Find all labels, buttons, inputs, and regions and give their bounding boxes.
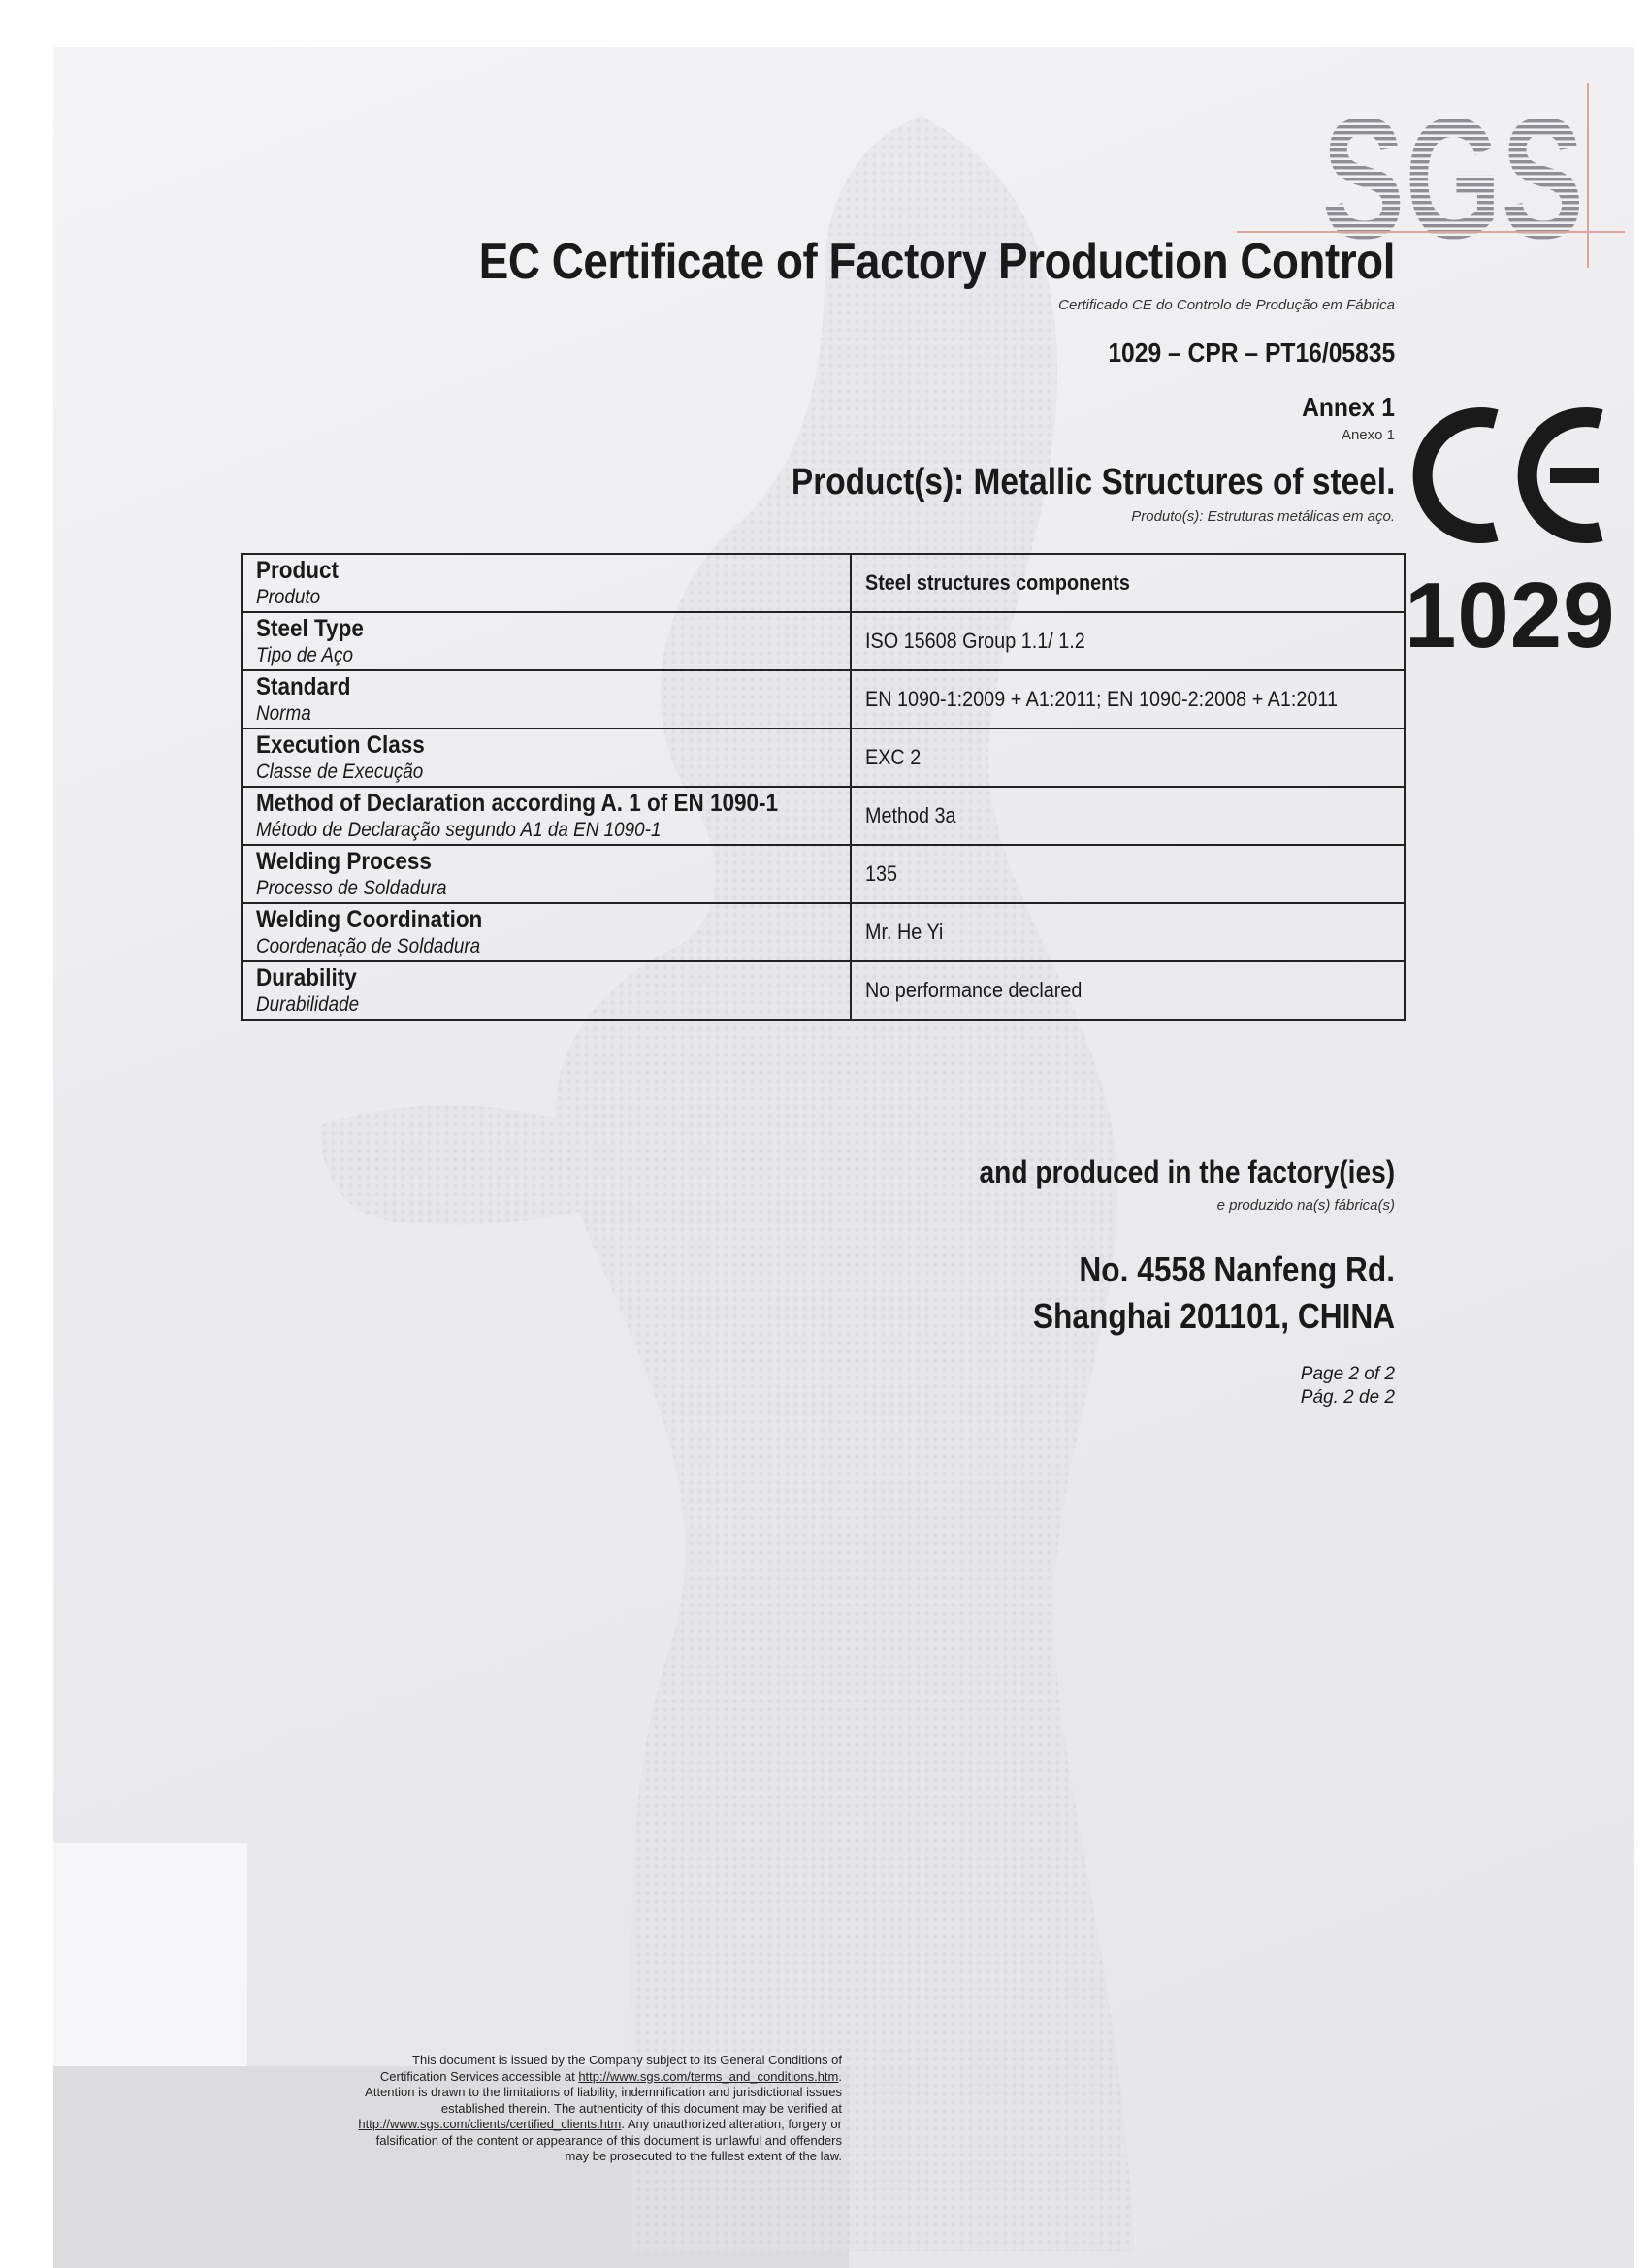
logo-guide-vertical bbox=[1587, 83, 1589, 268]
row-label-pt: Processo de Soldadura bbox=[256, 877, 447, 899]
annex-label: Annex 1 bbox=[1302, 392, 1395, 422]
disclaimer-text-1: This document is issued by the Company subject to its General Conditions of Certification Services accessible at bbox=[379, 2053, 842, 2084]
factory-address-line2: Shanghai 201101, CHINA bbox=[1032, 1296, 1395, 1336]
scan-light-patch bbox=[53, 1843, 247, 2066]
legal-disclaimer bbox=[349, 2053, 842, 2165]
sgs-logo bbox=[1317, 102, 1589, 247]
row-value-cell bbox=[851, 554, 1405, 612]
table-row bbox=[242, 612, 1405, 670]
sgs-logo-text: SGS bbox=[1322, 102, 1584, 247]
row-value: Steel structures components bbox=[864, 570, 1130, 595]
factory-intro-pt: e produzido na(s) fábrica(s) bbox=[1216, 1197, 1395, 1214]
terms-link[interactable]: http://www.sgs.com/terms_and_conditions.htm bbox=[578, 2068, 839, 2084]
disclaimer-text-3: . Any unauthorized alteration, forgery or falsification of the content or appearance of this document is unlawful and offenders may be prosecuted to the fullest extent of the law. bbox=[375, 2117, 842, 2163]
table-row bbox=[242, 729, 1405, 787]
table-row bbox=[242, 670, 1405, 729]
row-value-cell bbox=[851, 612, 1405, 670]
row-label-pt: Produto bbox=[256, 586, 321, 608]
row-label-cell bbox=[242, 903, 851, 961]
row-value: EN 1090-1:2009 + A1:2011; EN 1090-2:2008 + A1:2011 bbox=[864, 687, 1338, 711]
row-value-cell bbox=[851, 787, 1405, 845]
row-label-cell bbox=[242, 845, 851, 903]
row-label-pt: Durabilidade bbox=[256, 993, 360, 1016]
table-row bbox=[242, 845, 1405, 903]
row-label: Welding Process bbox=[256, 848, 432, 875]
row-label-cell bbox=[242, 729, 851, 787]
row-value: No performance declared bbox=[864, 978, 1083, 1002]
notified-body-number: 1029 bbox=[1405, 564, 1616, 667]
row-label: Method of Declaration according A. 1 of EN 1090-1 bbox=[256, 790, 779, 817]
row-label-cell bbox=[242, 612, 851, 670]
table-row bbox=[242, 903, 1405, 961]
row-label-cell bbox=[242, 961, 851, 1020]
row-value-cell bbox=[851, 845, 1405, 903]
row-label-pt: Classe de Execução bbox=[256, 761, 424, 783]
row-label: Durability bbox=[256, 964, 357, 991]
row-label-pt: Tipo de Aço bbox=[256, 644, 353, 666]
row-label-cell bbox=[242, 787, 851, 845]
row-label-cell bbox=[242, 670, 851, 729]
factory-address-line1: No. 4558 Nanfeng Rd. bbox=[1079, 1249, 1395, 1289]
row-label-pt: Coordenação de Soldadura bbox=[256, 935, 481, 957]
specification-table bbox=[241, 553, 1406, 1021]
certificate-title-pt: Certificado CE do Controlo de Produção em Fábrica bbox=[1058, 297, 1395, 313]
page-number-pt: Pág. 2 de 2 bbox=[1300, 1387, 1395, 1408]
row-value: Mr. He Yi bbox=[864, 920, 944, 944]
products-heading-pt: Produto(s): Estruturas metálicas em aço. bbox=[1131, 508, 1395, 525]
row-value-cell bbox=[851, 961, 1405, 1020]
row-value: ISO 15608 Group 1.1/ 1.2 bbox=[864, 629, 1085, 653]
row-label-pt: Método de Declaração segundo A1 da EN 1090-1 bbox=[256, 819, 662, 841]
products-heading: Product(s): Metallic Structures of steel. bbox=[791, 462, 1395, 502]
ce-mark-symbol: CE bbox=[1406, 398, 1408, 399]
row-label: Execution Class bbox=[256, 731, 425, 759]
certificate-title: EC Certificate of Factory Production Control bbox=[478, 234, 1395, 290]
table-row bbox=[242, 554, 1405, 612]
page-number: Page 2 of 2 bbox=[1300, 1364, 1395, 1384]
row-value-cell bbox=[851, 729, 1405, 787]
table-row bbox=[242, 961, 1405, 1020]
row-label: Standard bbox=[256, 673, 351, 700]
annex-label-pt: Anexo 1 bbox=[1341, 427, 1395, 443]
certificate-number: 1029 – CPR – PT16/05835 bbox=[1108, 338, 1395, 368]
row-label: Product bbox=[256, 557, 340, 584]
row-value: EXC 2 bbox=[864, 745, 922, 769]
row-label: Steel Type bbox=[256, 615, 364, 642]
row-value-cell bbox=[851, 670, 1405, 729]
row-value: 135 bbox=[864, 861, 897, 886]
row-label-cell bbox=[242, 554, 851, 612]
row-value: Method 3a bbox=[864, 803, 956, 827]
factory-intro: and produced in the factory(ies) bbox=[979, 1154, 1395, 1189]
ce-mark-icon bbox=[1406, 398, 1620, 553]
row-value-cell bbox=[851, 903, 1405, 961]
disclaimer-text-2: . Attention is drawn to the limitations of liability, indemnification and jurisdictional issues established therein. The authenticity of this document may be verified at bbox=[365, 2068, 842, 2116]
row-label-pt: Norma bbox=[256, 702, 311, 725]
table-row bbox=[242, 787, 1405, 845]
row-label: Welding Coordination bbox=[256, 906, 483, 933]
verification-link[interactable]: http://www.sgs.com/clients/certified_clients.htm bbox=[358, 2117, 622, 2131]
